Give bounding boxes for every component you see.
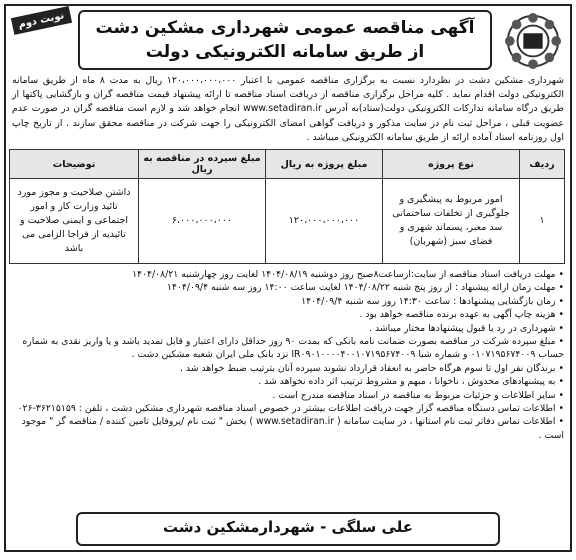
list-item: • مهلت زمان ارائه پیشنهاد : از روز پنج شنبه ۱۴۰۴/۰۸/۲۲ لغایت ساعت ۱۴:۰۰ روز سه شنبه ۱۴۰۴/۰۹/۴ <box>12 281 564 294</box>
title-line-2: از طریق سامانه الکترونیکی دولت <box>145 42 425 62</box>
row-notes: داشتن صلاحیت و مجوز مورد تائید وزارت کار و امور اجتماعی و ایمنی صلاحیت و تائیدیه از فراجا الزامی می باشد <box>10 179 139 264</box>
notice-page <box>4 4 572 552</box>
list-item: • برندگان نفر اول تا سوم هرگاه حاضر به انعقاد قرارداد نشوند سپرده آنان بترتیب ضبط خواهد شد . <box>12 362 564 375</box>
row-deposit-amount: ۶،۰۰۰،۰۰۰،۰۰۰ <box>139 179 266 264</box>
list-item: • مهلت دریافت اسناد مناقصه از سایت:ازساعت۸صبح روز دوشنبه ۱۴۰۴/۰۸/۱۹ لغایت روز چهارشنبه ۱۴۰۴/۰۸/۲۱ <box>12 268 564 281</box>
conditions-list <box>6 268 570 442</box>
list-item: • زمان بازگشایی پیشنهادها : ساعت ۱۴:۳۰ روز سه شنبه ۱۴۰۴/۰۹/۴ <box>12 295 564 308</box>
list-item: • اطلاعات تماس دستگاه مناقصه گزار جهت دریافت اطلاعات بیشتر در خصوص اسناد مناقصه شهرداری مشکین دشت ، تلفن : ۳۶۲۱۵۱۵۹-۰۲۶ <box>12 402 564 415</box>
header-notes: توضیحات <box>10 150 139 179</box>
table-row <box>10 179 565 264</box>
row-number: ۱ <box>520 179 565 264</box>
header-deposit-amount: مبلغ سپرده در مناقصه به ریال <box>139 150 266 179</box>
municipality-logo-icon <box>504 12 562 70</box>
tender-table <box>9 149 565 264</box>
list-item: • مبلغ سپرده شرکت در مناقصه بصورت ضمانت نامه بانکی که بمدت ۹۰ روز حداقل دارای اعتبار و قابل تمدید باشد و یا واریز نقدی به شماره حساب ۰۱۰۷۱۹۵۶۷۴۰۰۹ و شماره شبا IR۰۹۰۱۰۰۰۰۴۰۰۱۰۷۱۹۵۶۷۴۰۰۹ نزد بانک ملی ایران شعبه مشکین دشت . <box>12 335 564 362</box>
table-header-row <box>10 150 565 179</box>
header-project-type: نوع پروژه <box>383 150 520 179</box>
list-item: • شهرداری در رد یا قبول پیشنهادها مختار میباشد . <box>12 322 564 335</box>
title-line-1: آگهی مناقصه عمومی شهرداری مشکین دشت <box>95 18 475 38</box>
header-project-amount: مبلغ پروژه به ریال <box>266 150 383 179</box>
list-item: • اطلاعات تماس دفاتر ثبت نام استانها ، در سایت سامانه ( www.setadiran.ir ) بخش " ثبت نام /پروفایل تامین کننده / مناقصه گر " موجود است . <box>12 415 564 442</box>
list-item: • به پیشنهادهای مخدوش ، ناخوانا ، مبهم و مشروط ترتیب اثر داده نخواهد شد . <box>12 375 564 388</box>
title-box <box>78 10 492 70</box>
intro-paragraph: شهرداری مشکین دشت در نظردارد نسبت به برگزاری مناقصه عمومی با اعتبار ۱۲۰،۰۰۰،۰۰۰،۰۰۰ ریال به مدت ۸ ماه از طریق سامانه الکترونیکی دولت اقدام نماید . کلیه مراحل برگزاری مناقصه از دریافت اسناد مناقصه تا ارائه پیشنهاد قیمت مناقصه گران و بازگشایی پاکتها از طریق درگاه سامانه تدارکات الکترونیکی دولت(ستاد)به آدرس www.setadiran.ir انجام خواهد شد و لازم است مناقصه گران در صورت عدم عضویت قبلی ، مراحل ثبت نام در سایت مذکور و دریافت گواهی امضای الکترونیکی را جهت شرکت در مناقصه محقق سازند . از تاریخ چاپ اول روزنامه اسناد آماده ارائه از طریق سامانه الکترونیکی میباشد . <box>12 75 564 143</box>
signature-footer: علی سلگی - شهردارمشکین دشت <box>76 512 500 546</box>
second-round-badge: نوبت دوم <box>11 6 72 35</box>
list-item: • سایر اطلاعات و جزئیات مربوط به مناقصه در اسناد مناقصه مندرج است . <box>12 389 564 402</box>
list-item: • هزینه چاپ آگهی به عهده برنده مناقصه خواهد بود . <box>12 308 564 321</box>
header-row-number: ردیف <box>520 150 565 179</box>
row-project-amount: ۱۲۰،۰۰۰،۰۰۰،۰۰۰ <box>266 179 383 264</box>
header <box>6 6 570 72</box>
row-project-type: امور مربوط به پیشگیری و جلوگیری از تخلفات ساختمانی سد معبر، پسماند شهری و فضای سبز (شهربان) <box>383 179 520 264</box>
